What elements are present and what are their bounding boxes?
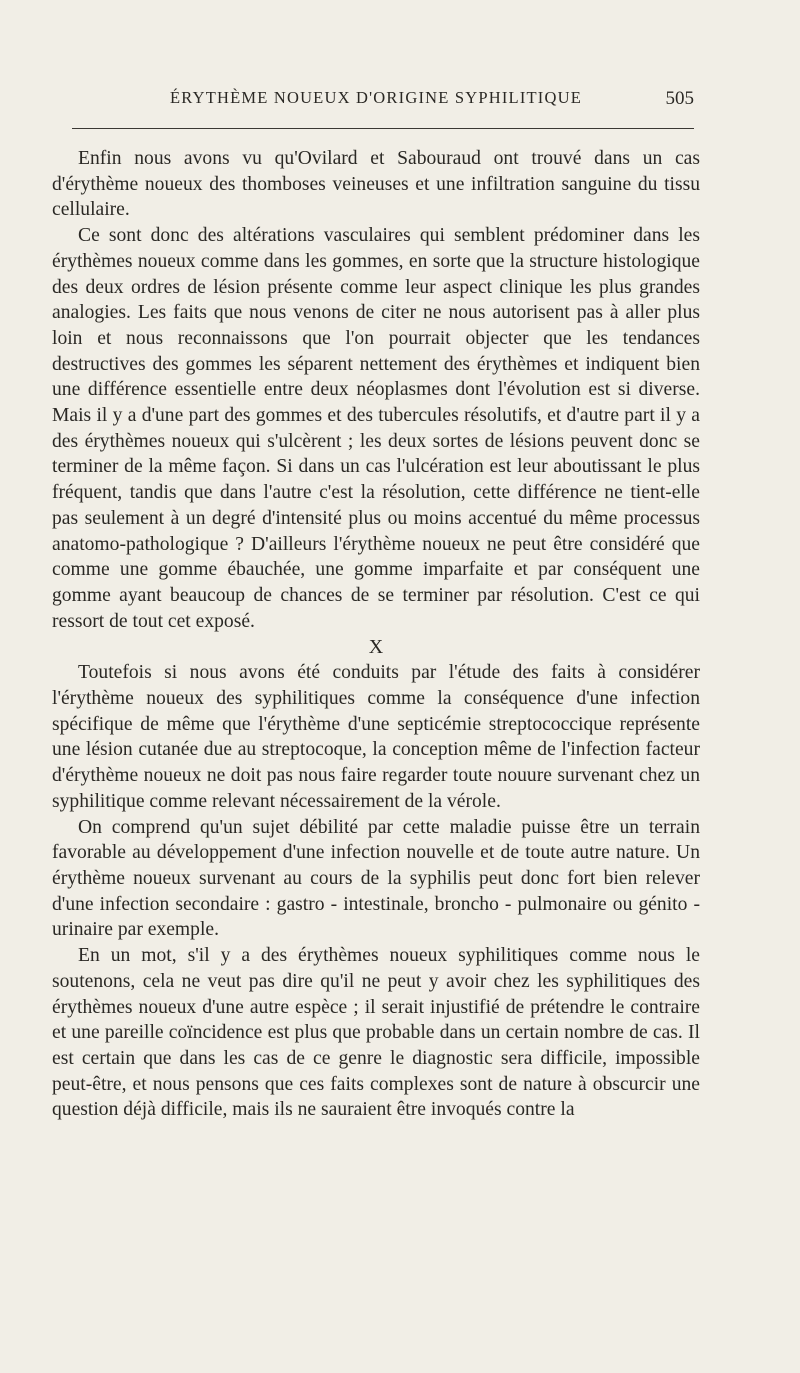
paragraph: Enfin nous avons vu qu'Ovilard et Sabouraud ont trouvé dans un cas d'érythème noueux des thomboses veineuses et une infiltration sanguine du tissu cellulaire. <box>52 148 700 221</box>
page-header <box>58 88 694 114</box>
body-text <box>52 146 700 1123</box>
paragraph: Toutefois si nous avons été conduits par l'étude des faits à considérer l'érythème noueux des syphilitiques comme la conséquence d'une infection spécifique de même que l'érythème d'une septicémie streptococcique représente une lésion cutanée due au streptocoque, la conception même de l'infection facteur d'érythème noueux ne doit pas nous faire regarder toute nouure survenant chez un syphilitique comme relevant nécessairement de la vérole. <box>52 662 700 812</box>
paragraph: Ce sont donc des altérations vasculaires qui semblent prédominer dans les érythèmes noueux comme dans les gommes, en sorte que la structure histologique des deux ordres de lésion présente comme leur aspect clinique les plus grandes analogies. Les faits que nous venons de citer ne nous autorisent pas à aller plus loin et nous reconnaissons que l'on pourrait objecter que les tendances destructives des gommes les séparent nettement des érythèmes et indiquent bien une différence essentielle entre deux néoplasmes dont l'évolution est si diverse. Mais il y a d'une part des gommes et des tubercules résolutifs, et d'autre part il y a des érythèmes noueux qui s'ulcèrent ; les deux sortes de lésions peuvent donc se terminer de la même façon. Si dans un cas l'ulcération est leur aboutissant le plus fréquent, tandis que dans l'autre c'est la résolution, cette différence ne tient-elle pas seulement à un degré d'intensité plus ou moins accentué du même processus anatomo-pathologique ? D'ailleurs l'érythème noueux ne peut être considéré que comme une gomme ébauchée, une gomme imparfaite et par conséquent une gomme ayant beaucoup de chances de se terminer par résolution. C'est ce qui ressort de tout cet exposé. <box>52 225 700 632</box>
running-title: ÉRYTHÈME NOUEUX D'ORIGINE SYPHILITIQUE <box>170 88 582 107</box>
paragraph: En un mot, s'il y a des érythèmes noueux syphilitiques comme nous le soutenons, cela ne veut pas dire qu'il ne peut y avoir chez les syphilitiques des érythèmes noueux d'une autre espèce ; il serait injustifié de prétendre le contraire et une pareille coïncidence est plus que probable dans un certain nombre de cas. Il est certain que dans les cas de ce genre le diagnostic sera difficile, impossible peut-être, et nous pensons que ces faits complexes sont de nature à obscurcir une question déjà difficile, mais ils ne sauraient être invoqués contre la <box>52 945 700 1121</box>
page-number: 505 <box>665 88 694 109</box>
header-rule <box>72 128 694 129</box>
paragraph: On comprend qu'un sujet débilité par cette maladie puisse être un terrain favorable au développement d'une infection nouvelle et de toute autre nature. Un érythème noueux survenant au cours de la syphilis peut donc fort bien relever d'une infection secondaire : gastro - intestinale, broncho - pulmonaire ou génito - urinaire par exemple. <box>52 816 700 941</box>
section-heading: X <box>368 636 384 659</box>
